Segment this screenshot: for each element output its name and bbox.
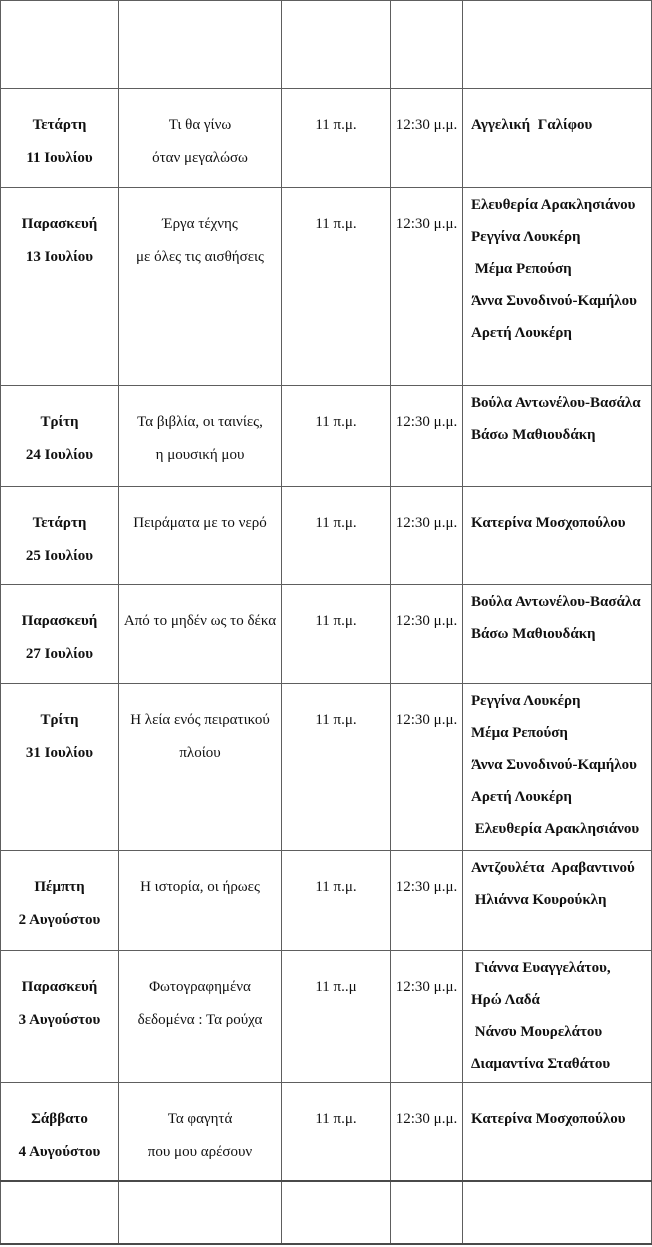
presenters-cell [463, 487, 652, 585]
presenter-name: Νάνσυ Μουρελάτου [471, 1024, 603, 1040]
topic-cell [119, 386, 282, 487]
start-time-value: 11 π.μ. [315, 117, 357, 133]
presenters-cell [463, 951, 652, 1083]
topic-line: Πειράματα με το νερό [133, 515, 267, 531]
presenters-cell [463, 585, 652, 684]
start-time-cell [282, 1083, 391, 1181]
date-line: Παρασκευή [21, 216, 98, 232]
start-time-cell [282, 188, 391, 386]
end-time-cell [391, 89, 463, 188]
date-line: Πέμπτη [34, 879, 85, 895]
topic-line: με όλες τις αισθήσεις [136, 249, 264, 265]
start-time-cell [282, 585, 391, 684]
table-row [1, 487, 652, 585]
topic-cell [119, 851, 282, 951]
topic-line: η μουσική μου [155, 447, 245, 463]
date-cell [1, 1, 119, 89]
date-line: 25 Ιουλίου [25, 548, 94, 564]
presenter-name: Διαμαντίνα Σταθάτου [471, 1056, 611, 1072]
end-time-cell [391, 1181, 463, 1244]
topic-line: πλοίου [179, 745, 221, 761]
topic-line: Τα βιβλία, οι ταινίες, [137, 414, 263, 430]
presenter-name: Αντζουλέτα Αραβαντινού [471, 860, 635, 876]
start-time-value: 11 π.μ. [315, 879, 357, 895]
end-time-cell [391, 386, 463, 487]
presenters-cell [463, 1083, 652, 1181]
presenter-name: Άννα Συνοδινού-Καμήλου [471, 293, 637, 309]
start-time-value: 11 π.μ. [315, 1111, 357, 1127]
start-time-value: 11 π.μ. [315, 414, 357, 430]
date-line: 24 Ιουλίου [25, 447, 94, 463]
topic-cell [119, 487, 282, 585]
start-time-value: 11 π.μ. [315, 613, 357, 629]
end-time-value: 12:30 μ.μ. [395, 515, 458, 531]
date-line: Παρασκευή [21, 613, 98, 629]
end-time-value: 12:30 μ.μ. [395, 712, 458, 728]
end-time-value: 12:30 μ.μ. [395, 613, 458, 629]
date-cell [1, 1083, 119, 1181]
date-line: 3 Αυγούστου [18, 1012, 101, 1028]
table-row [1, 951, 652, 1083]
topic-line: που μου αρέσουν [147, 1144, 253, 1160]
presenters-cell [463, 1, 652, 89]
presenter-name: Άννα Συνοδινού-Καμήλου [471, 757, 637, 773]
end-time-cell [391, 1, 463, 89]
topic-line: Τα φαγητά [167, 1111, 233, 1127]
presenter-name: Μέμα Ρεπούση [471, 261, 572, 277]
presenter-name: Κατερίνα Μοσχοπούλου [471, 515, 626, 531]
topic-line: Φωτογραφημένα [149, 979, 251, 995]
table-row [1, 188, 652, 386]
end-time-value: 12:30 μ.μ. [395, 879, 458, 895]
date-cell [1, 951, 119, 1083]
start-time-value: 11 π.μ. [315, 515, 357, 531]
end-time-value: 12:30 μ.μ. [395, 216, 458, 232]
presenter-name: Ρεγγίνα Λουκέρη [471, 693, 581, 709]
start-time-cell [282, 951, 391, 1083]
start-time-cell [282, 487, 391, 585]
date-cell [1, 386, 119, 487]
presenter-name: Αγγελική Γαλίφου [471, 117, 593, 133]
date-cell [1, 1181, 119, 1244]
presenter-name: Ηρώ Λαδά [471, 992, 540, 1008]
topic-line: Η λεία ενός πειρατικού [130, 712, 270, 728]
presenter-name: Βάσω Μαθιουδάκη [471, 626, 596, 642]
presenter-name: Ελευθερία Αρακλησιάνου [471, 821, 640, 837]
topic-line: Η ιστορία, οι ήρωες [140, 879, 260, 895]
date-line: 31 Ιουλίου [25, 745, 94, 761]
topic-cell [119, 585, 282, 684]
presenters-cell [463, 851, 652, 951]
topic-cell [119, 1083, 282, 1181]
presenter-name: Κατερίνα Μοσχοπούλου [471, 1111, 626, 1127]
topic-cell [119, 1181, 282, 1244]
topic-line: Τι θα γίνω [168, 117, 232, 133]
date-line: 13 Ιουλίου [25, 249, 94, 265]
end-time-value: 12:30 μ.μ. [395, 117, 458, 133]
table-row [1, 1, 652, 89]
date-line: 11 Ιουλίου [26, 150, 93, 166]
topic-line: δεδομένα : Τα ρούχα [137, 1012, 263, 1028]
table-row [1, 1181, 652, 1244]
date-cell [1, 851, 119, 951]
start-time-value: 11 π.μ. [315, 712, 357, 728]
topic-cell [119, 89, 282, 188]
topic-cell [119, 684, 282, 851]
end-time-value: 12:30 μ.μ. [395, 979, 458, 995]
presenter-name: Αρετή Λουκέρη [471, 789, 572, 805]
start-time-cell [282, 89, 391, 188]
end-time-cell [391, 951, 463, 1083]
table-row [1, 1083, 652, 1181]
date-line: 27 Ιουλίου [25, 646, 94, 662]
start-time-cell [282, 1181, 391, 1244]
end-time-cell [391, 1083, 463, 1181]
date-line: 4 Αυγούστου [18, 1144, 101, 1160]
end-time-cell [391, 851, 463, 951]
topic-line: όταν μεγαλώσω [152, 150, 248, 166]
start-time-cell [282, 1, 391, 89]
date-line: Σάββατο [31, 1111, 88, 1127]
presenter-name: Αρετή Λουκέρη [471, 325, 572, 341]
end-time-cell [391, 684, 463, 851]
presenters-cell [463, 89, 652, 188]
start-time-cell [282, 684, 391, 851]
date-cell [1, 188, 119, 386]
presenter-name: Ηλιάννα Κουρούκλη [471, 892, 607, 908]
start-time-cell [282, 851, 391, 951]
date-line: Τετάρτη [32, 117, 87, 133]
start-time-value: 11 π.μ. [315, 216, 357, 232]
topic-line: Από το μηδέν ως το δέκα [123, 613, 277, 629]
date-cell [1, 684, 119, 851]
presenter-name: Βούλα Αντωνέλου-Βασάλα [471, 594, 641, 610]
start-time-cell [282, 386, 391, 487]
table-row [1, 684, 652, 851]
date-line: Τρίτη [40, 414, 79, 430]
presenter-name: Γιάννα Ευαγγελάτου, [471, 960, 611, 976]
table-row [1, 851, 652, 951]
topic-line: Έργα τέχνης [162, 216, 238, 232]
presenter-name: Βούλα Αντωνέλου-Βασάλα [471, 395, 641, 411]
end-time-cell [391, 188, 463, 386]
topic-cell [119, 951, 282, 1083]
end-time-value: 12:30 μ.μ. [395, 414, 458, 430]
end-time-value: 12:30 μ.μ. [395, 1111, 458, 1127]
date-line: 2 Αυγούστου [18, 912, 101, 928]
date-line: Τρίτη [40, 712, 79, 728]
topic-cell [119, 188, 282, 386]
date-cell [1, 487, 119, 585]
presenters-cell [463, 1181, 652, 1244]
presenter-name: Ρεγγίνα Λουκέρη [471, 229, 581, 245]
presenter-name: Μέμα Ρεπούση [471, 725, 568, 741]
presenters-cell [463, 386, 652, 487]
start-time-value: 11 π..μ [315, 979, 357, 995]
presenter-name: Βάσω Μαθιουδάκη [471, 427, 596, 443]
date-cell [1, 89, 119, 188]
topic-cell [119, 1, 282, 89]
table-row [1, 386, 652, 487]
date-line: Παρασκευή [21, 979, 98, 995]
presenters-cell [463, 188, 652, 386]
end-time-cell [391, 585, 463, 684]
date-line: Τετάρτη [32, 515, 87, 531]
table-row [1, 89, 652, 188]
end-time-cell [391, 487, 463, 585]
presenters-cell [463, 684, 652, 851]
date-cell [1, 585, 119, 684]
table-row [1, 585, 652, 684]
presenter-name: Ελευθερία Αρακλησιάνου [471, 197, 636, 213]
